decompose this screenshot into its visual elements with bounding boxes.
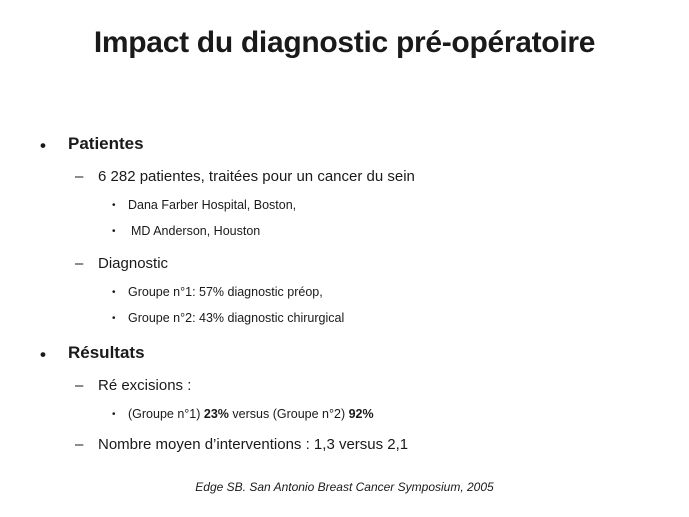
group2-value: 92%: [348, 407, 374, 421]
dash-diagnostic: –: [75, 255, 84, 272]
interventions-text: Nombre moyen d’interventions : 1,3 versus 2,1: [98, 436, 409, 453]
reference-citation: Edge SB. San Antonio Breast Cancer Symposium, 2005: [195, 480, 494, 494]
center-1: Dana Farber Hospital, Boston,: [128, 198, 297, 212]
heading-patientes: Patientes: [68, 134, 144, 153]
reexcisions-values: [128, 407, 374, 421]
group1-label: (Groupe n°1): [128, 407, 201, 421]
bullet-reexcisions: •: [112, 409, 116, 420]
group1-value: 23%: [203, 407, 229, 421]
cohort-text: 6 282 patientes, traitées pour un cancer du sein: [98, 168, 415, 185]
diagnostic-label: Diagnostic: [98, 255, 169, 272]
center-2: MD Anderson, Houston: [131, 224, 261, 238]
slide-title: Impact du diagnostic pré-opératoire: [93, 26, 596, 59]
dash-reexcisions: –: [75, 377, 84, 394]
group-2: Groupe n°2: 43% diagnostic chirurgical: [128, 311, 345, 325]
heading-resultats: Résultats: [68, 343, 145, 362]
reexcisions-label: Ré excisions :: [98, 377, 192, 394]
bullet-group-2: •: [112, 313, 116, 324]
bullet-patientes: •: [40, 136, 46, 155]
bullet-group-1: •: [112, 287, 116, 298]
dash-interventions: –: [75, 436, 84, 453]
dash-cohort: –: [75, 168, 84, 185]
versus-text: versus: [232, 407, 270, 421]
bullet-center-2: •: [112, 226, 116, 237]
bullet-center-1: •: [112, 200, 116, 211]
group2-label: (Groupe n°2): [272, 407, 346, 421]
group-1: Groupe n°1: 57% diagnostic préop,: [128, 285, 323, 299]
bullet-resultats: •: [40, 345, 46, 364]
